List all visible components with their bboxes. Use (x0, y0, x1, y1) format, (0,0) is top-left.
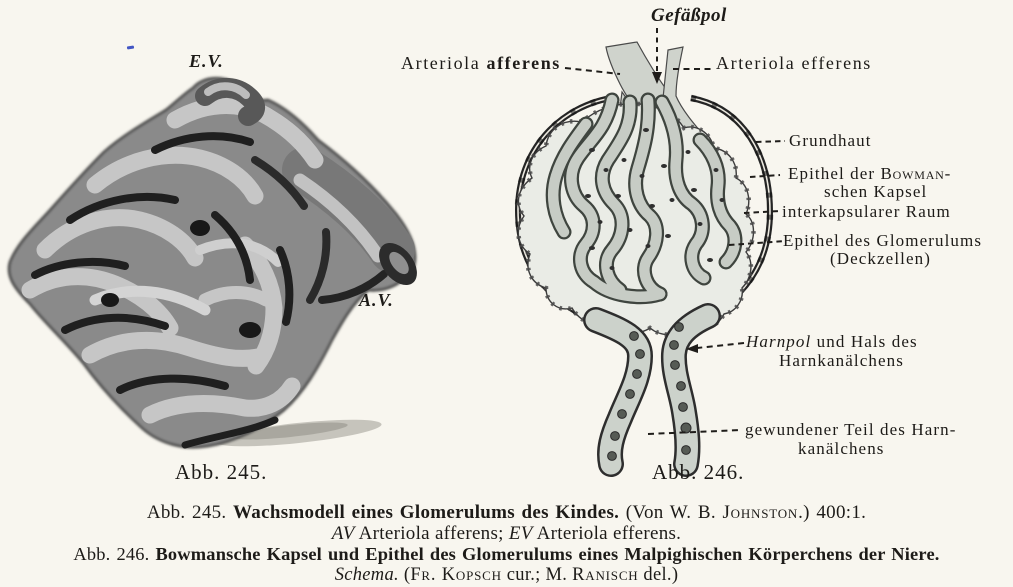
caption-line-3 (0, 544, 1013, 565)
afferens-prefix: Arteriola (401, 53, 487, 73)
cap2-text2: Arteriola efferens. (532, 523, 682, 544)
caption-line-1 (0, 502, 1013, 524)
label-av: A.V. (359, 290, 394, 310)
epithel-kapsel-text: Epithel der (788, 164, 881, 183)
bowman-smallcaps: Bowman (880, 164, 945, 183)
cap1-title: Wachsmodell eines Glomerulums des Kindes. (233, 502, 620, 523)
label-arteriola-efferens: Arteriola efferens (716, 53, 872, 73)
cap1-mid: (Von W. B. (619, 502, 723, 523)
cap1-suffix: .) 400:1. (798, 502, 867, 523)
label-harnpol-line1 (746, 332, 918, 352)
label-gewundener-line2: kanälchens (798, 439, 885, 458)
caption-abb-246: Abb. 246. (652, 460, 745, 484)
harnpol-arrow-line (697, 343, 744, 348)
interkapsular-connector (744, 211, 780, 213)
bowman-capsule-figure (518, 42, 770, 464)
label-epithel-glomerulus-line2: (Deckzellen) (830, 249, 931, 268)
label-ev: E.V. (189, 51, 224, 71)
label-harnpol-line2: Harnkanälchens (779, 351, 904, 370)
cap4-schema: Schema. (334, 565, 399, 585)
label-gefaesspol: Gefäßpol (651, 5, 727, 26)
caption-line-2 (0, 523, 1013, 545)
wax-model-figure (9, 78, 425, 451)
epithel-kapsel-hyphen: - (944, 164, 952, 183)
caption-abb-245: Abb. 245. (175, 460, 268, 484)
crevice-hole (101, 293, 119, 307)
grundhaut-connector (756, 141, 785, 142)
cap4-t3: del.) (638, 565, 679, 585)
cap4-kopsch: Fr. Kopsch (410, 565, 502, 585)
caption-line-4 (0, 565, 1013, 586)
label-epithel-glomerulus-line1: Epithel des Glomerulums (783, 231, 983, 250)
afferens-connector (565, 68, 620, 74)
cap1-author: Johnston (722, 502, 799, 523)
cap1-prefix: Abb. 245. (146, 502, 234, 523)
crevice-hole (190, 220, 210, 236)
cap4-t2: cur.; M. (501, 565, 573, 585)
cap2-av: AV (331, 523, 355, 544)
label-grundhaut: Grundhaut (789, 131, 872, 150)
tubule-walls (596, 316, 708, 464)
cap2-ev: EV (508, 523, 533, 544)
cap3-title: Bowmansche Kapsel und Epithel des Glomerulums eines Malpighischen Körperchens der Niere. (155, 544, 940, 564)
afferens-word: afferens (486, 53, 561, 73)
cap4-t1: ( (398, 565, 411, 585)
crevice-hole (239, 322, 261, 338)
harnpol-rest: und Hals des (811, 332, 918, 351)
harnpol-italic: Harnpol (746, 332, 812, 351)
label-epithel-kapsel-line1 (788, 164, 951, 184)
label-interkapsularer-raum: interkapsularer Raum (782, 202, 951, 221)
cap4-ranisch: Ranisch (572, 565, 639, 585)
cap2-text1: Arteriola afferens; (354, 523, 509, 544)
label-arteriola-afferens (401, 53, 561, 74)
label-epithel-kapsel-line2: schen Kapsel (824, 182, 928, 201)
cap3-prefix: Abb. 246. (73, 544, 156, 564)
label-gewundener-line1: gewundener Teil des Harn- (745, 420, 957, 439)
